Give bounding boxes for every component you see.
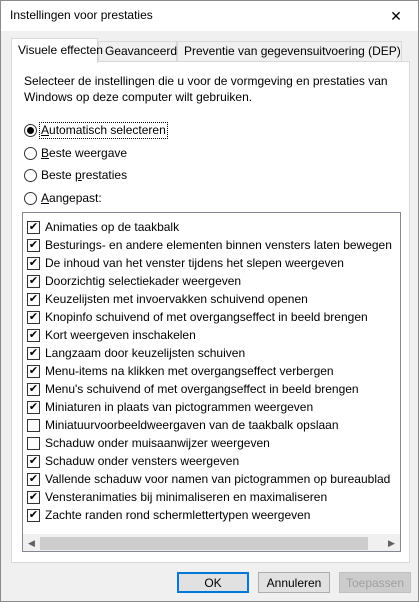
radio-button[interactable] bbox=[24, 124, 37, 137]
effect-label: Kort weergeven inschakelen bbox=[45, 328, 196, 342]
effect-label: Langzaam door keuzelijsten schuiven bbox=[45, 346, 246, 360]
radio-best-performance[interactable] bbox=[24, 166, 128, 184]
checkbox[interactable]: ✔ bbox=[28, 382, 39, 395]
cancel-button[interactable]: Annuleren bbox=[258, 572, 330, 593]
tab-dep[interactable]: Preventie van gegevensuitvoering (DEP) bbox=[177, 41, 402, 61]
effect-item[interactable] bbox=[27, 506, 310, 524]
effect-item[interactable] bbox=[27, 380, 359, 398]
radio-custom[interactable] bbox=[24, 189, 103, 207]
effect-item[interactable] bbox=[27, 254, 344, 272]
checkbox[interactable]: ✔ bbox=[28, 274, 39, 287]
radio-button[interactable] bbox=[24, 169, 37, 182]
radio-label: Automatisch selecteren bbox=[41, 122, 166, 137]
radio-auto-select[interactable] bbox=[24, 121, 167, 139]
horizontal-scrollbar[interactable] bbox=[23, 534, 400, 551]
effect-label: Zachte randen rond schermlettertypen weergeven bbox=[45, 508, 311, 522]
effect-label: Schaduw onder muisaanwijzer weergeven bbox=[45, 436, 270, 450]
checkbox[interactable]: ✔ bbox=[28, 328, 39, 341]
effect-item[interactable] bbox=[27, 470, 390, 488]
window-title: Instellingen voor prestaties bbox=[10, 8, 153, 22]
effect-item[interactable] bbox=[27, 272, 241, 290]
scroll-left-icon: ◀ bbox=[28, 538, 35, 548]
scroll-thumb[interactable] bbox=[40, 537, 368, 550]
effect-label: Knopinfo schuivend of met overgangseffect in beeld brengen bbox=[45, 310, 368, 324]
scroll-right-icon: ▶ bbox=[388, 538, 395, 548]
checkbox[interactable]: ✔ bbox=[28, 310, 39, 323]
effect-label: Vensteranimaties bij minimaliseren en maximaliseren bbox=[45, 490, 328, 504]
effect-item[interactable] bbox=[27, 218, 179, 236]
tab-advanced[interactable]: Geavanceerd bbox=[98, 41, 177, 61]
effect-label: De inhoud van het venster tijdens het slepen weergeven bbox=[45, 256, 344, 270]
ok-button[interactable]: OK bbox=[177, 572, 249, 593]
radio-label: Aangepast: bbox=[41, 190, 102, 205]
effect-item[interactable] bbox=[27, 488, 327, 506]
effect-item[interactable] bbox=[27, 362, 334, 380]
checkbox[interactable]: ✔ bbox=[28, 238, 39, 251]
effect-label: Miniatuurvoorbeeldweergaven van de taakbalk opslaan bbox=[45, 418, 339, 432]
effect-item[interactable] bbox=[27, 308, 368, 326]
scroll-right-button[interactable] bbox=[383, 535, 400, 552]
checkbox[interactable]: ✔ bbox=[28, 256, 39, 269]
radio-label: Beste prestaties bbox=[41, 167, 128, 182]
effect-item[interactable] bbox=[27, 236, 392, 254]
checkbox[interactable]: ✔ bbox=[28, 454, 39, 467]
checkbox[interactable]: ✔ bbox=[28, 346, 39, 359]
checkbox[interactable]: ✔ bbox=[28, 472, 39, 485]
scroll-left-button[interactable] bbox=[23, 535, 40, 552]
apply-button[interactable]: Toepassen bbox=[339, 572, 411, 593]
effect-item[interactable] bbox=[27, 416, 339, 434]
checkbox[interactable]: ✔ bbox=[28, 364, 39, 377]
effect-label: Menu's schuivend of met overgangseffect in beeld brengen bbox=[45, 382, 359, 396]
radio-best-appearance[interactable] bbox=[24, 144, 128, 162]
effect-label: Vallende schaduw voor namen van pictogrammen op bureaublad bbox=[45, 472, 391, 486]
close-button[interactable] bbox=[374, 1, 418, 31]
effect-label: Doorzichtig selectiekader weergeven bbox=[45, 274, 242, 288]
title-bar[interactable] bbox=[1, 1, 418, 31]
effect-item[interactable] bbox=[27, 398, 313, 416]
effect-label: Keuzelijsten met invoervakken schuivend openen bbox=[45, 292, 308, 306]
effect-label: Menu-items na klikken met overgangseffect verbergen bbox=[45, 364, 334, 378]
visual-effects-panel bbox=[11, 61, 410, 563]
checkbox[interactable]: ✔ bbox=[28, 400, 39, 413]
effects-checklist[interactable] bbox=[22, 212, 401, 552]
tab-visual-effects[interactable]: Visuele effecten bbox=[11, 38, 98, 63]
close-icon: ✕ bbox=[390, 7, 402, 24]
effect-label: Miniaturen in plaats van pictogrammen weergeven bbox=[45, 400, 314, 414]
effect-label: Animaties op de taakbalk bbox=[45, 220, 180, 234]
radio-button[interactable] bbox=[24, 192, 37, 205]
effect-item[interactable] bbox=[27, 434, 270, 452]
checkbox[interactable]: ✔ bbox=[28, 508, 39, 521]
checkbox[interactable] bbox=[27, 419, 40, 432]
description-text: Selecteer de instellingen die u voor de vormgeving en prestaties van Windows op deze computer wilt gebruiken. bbox=[24, 74, 388, 104]
effect-label: Besturings- en andere elementen binnen vensters laten bewegen bbox=[45, 238, 392, 252]
checkbox[interactable]: ✔ bbox=[28, 292, 39, 305]
effect-label: Schaduw onder vensters weergeven bbox=[45, 454, 240, 468]
effect-item[interactable] bbox=[27, 452, 239, 470]
checkbox[interactable] bbox=[27, 437, 40, 450]
effect-item[interactable] bbox=[27, 344, 245, 362]
radio-label: Beste weergave bbox=[41, 145, 128, 160]
radio-button[interactable] bbox=[24, 147, 37, 160]
effect-item[interactable] bbox=[27, 290, 308, 308]
effect-item[interactable] bbox=[27, 326, 196, 344]
checkbox[interactable]: ✔ bbox=[28, 490, 39, 503]
checkbox[interactable]: ✔ bbox=[28, 220, 39, 233]
